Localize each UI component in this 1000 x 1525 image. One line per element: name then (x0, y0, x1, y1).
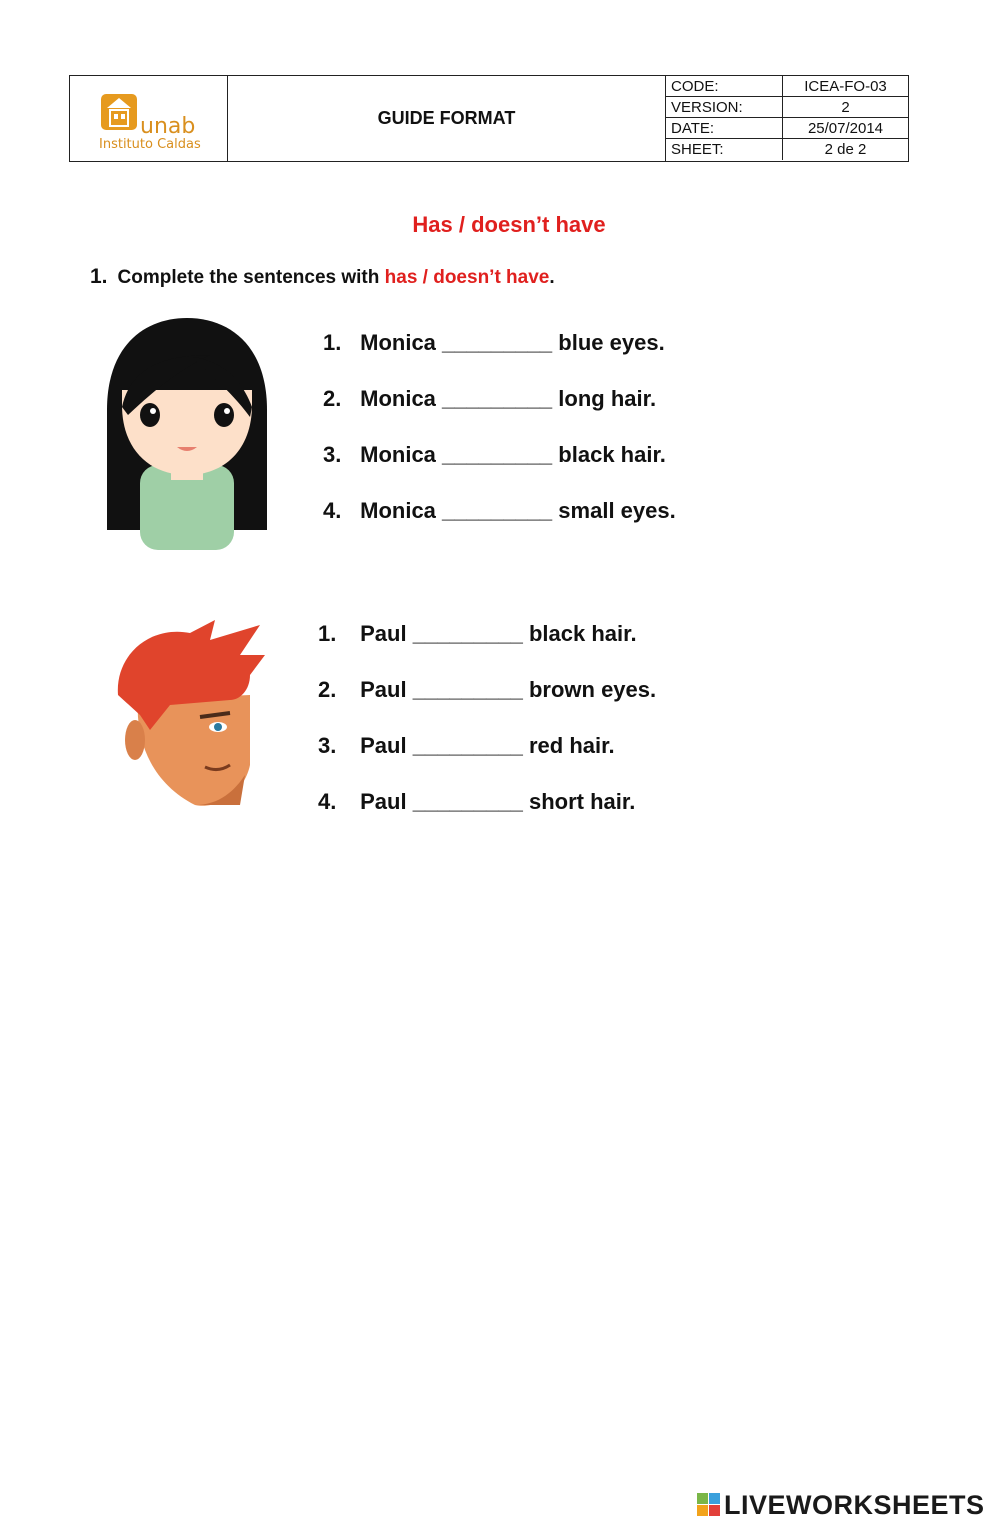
meta-value: 25/07/2014 (782, 118, 908, 139)
man-illustration (110, 615, 275, 815)
meta-value: 2 (782, 97, 908, 118)
item-number: 3. (323, 442, 342, 467)
item-name: Monica (360, 330, 436, 355)
item-number: 2. (318, 677, 337, 702)
item-rest: short hair. (528, 789, 636, 814)
meta-table (666, 76, 908, 161)
item-name: Monica (360, 442, 436, 467)
item-rest: long hair. (558, 386, 657, 411)
item-name: Paul (360, 789, 407, 814)
meta-key: SHEET: (671, 141, 724, 158)
list-item (323, 442, 666, 468)
meta-key: VERSION: (671, 99, 743, 116)
meta-row (666, 139, 908, 160)
list-item (323, 330, 665, 356)
meta-row (666, 97, 908, 118)
item-number: 4. (318, 789, 337, 814)
answer-blank[interactable]: _________ (412, 733, 523, 758)
answer-blank[interactable]: _________ (442, 498, 553, 523)
list-item (323, 386, 656, 412)
item-name: Paul (360, 677, 407, 702)
page-title: Has / doesn’t have (412, 212, 606, 237)
meta-key: CODE: (671, 78, 719, 95)
list-item (318, 621, 637, 647)
answer-blank[interactable]: _________ (442, 386, 553, 411)
item-rest: brown eyes. (528, 677, 657, 702)
item-rest: black hair. (558, 442, 666, 467)
logo-main: unab (140, 114, 196, 139)
item-rest: red hair. (528, 733, 615, 758)
item-rest: small eyes. (558, 498, 676, 523)
item-number: 3. (318, 733, 337, 758)
list-item (318, 789, 635, 815)
logo-sub: Instituto Caldas (99, 137, 201, 152)
answer-blank[interactable]: _________ (412, 677, 523, 702)
list-item (318, 733, 615, 759)
meta-value: 2 de 2 (782, 139, 908, 160)
instruction (90, 265, 555, 289)
meta-row (666, 118, 908, 139)
instruction-end: . (549, 267, 555, 288)
answer-blank[interactable]: _________ (442, 442, 553, 467)
header-table (69, 75, 909, 162)
meta-value: ICEA-FO-03 (782, 76, 908, 97)
item-rest: black hair. (528, 621, 637, 646)
item-name: Paul (360, 733, 407, 758)
header-title: GUIDE FORMAT (228, 76, 666, 161)
instruction-number: 1. (90, 265, 108, 288)
instruction-highlight: has / doesn’t have (384, 267, 550, 288)
item-name: Monica (360, 498, 436, 523)
footer-brand: LIVEWORKSHEETS (724, 1490, 985, 1520)
item-number: 2. (323, 386, 342, 411)
item-name: Paul (360, 621, 407, 646)
meta-key: DATE: (671, 120, 715, 137)
instruction-text: Complete the sentences with (117, 267, 380, 288)
logo (70, 76, 228, 161)
answer-blank[interactable]: _________ (442, 330, 553, 355)
girl-illustration (100, 315, 275, 550)
answer-blank[interactable]: _________ (412, 621, 523, 646)
liveworksheets-logo-icon (697, 1493, 721, 1517)
item-number: 4. (323, 498, 342, 523)
list-item (323, 498, 676, 524)
item-name: Monica (360, 386, 436, 411)
meta-row (666, 76, 908, 97)
item-rest: blue eyes. (558, 330, 665, 355)
item-number: 1. (318, 621, 337, 646)
list-item (318, 677, 656, 703)
item-number: 1. (323, 330, 342, 355)
answer-blank[interactable]: _________ (412, 789, 523, 814)
